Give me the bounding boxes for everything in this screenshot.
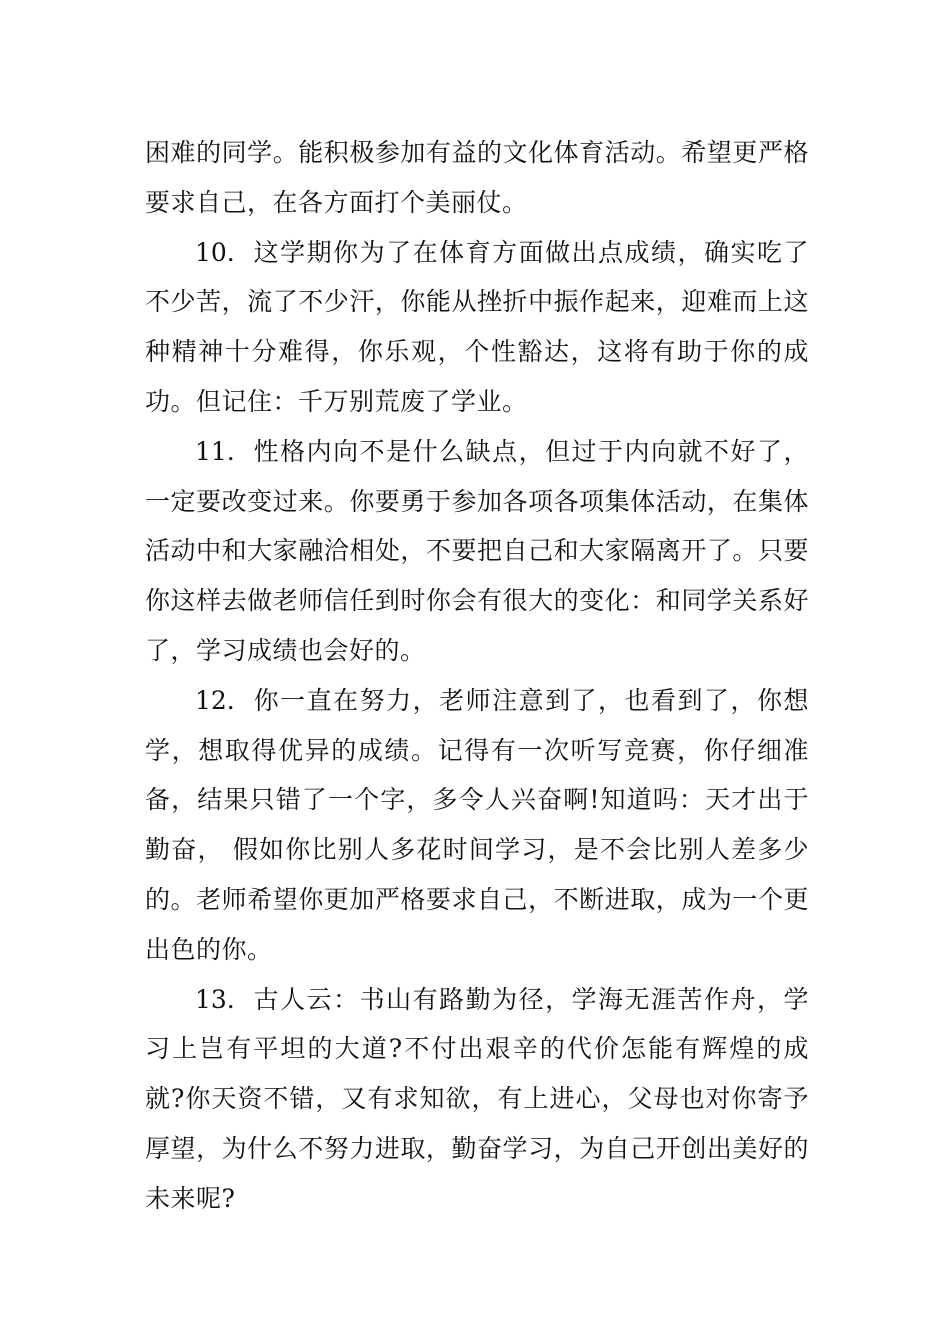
paragraph-text: 困难的同学。能积极参加有益的文化体育活动。希望更严格要求自己，在各方面打个美丽仗。 <box>145 138 809 217</box>
paragraph-10 <box>145 228 809 427</box>
document-body <box>145 128 809 1224</box>
paragraph-text: 性格内向不是什么缺点，但过于内向就不好了，一定要改变过来。你要勇于参加各项各项集体活动，在集体活动中和大家融洽相处，不要把自己和大家隔离开了。只要你这样去做老师信任到时你会有很大的变化：和同学关系好了，学习成绩也会好的。 <box>145 436 809 665</box>
paragraph-13 <box>145 975 809 1224</box>
paragraph-number: 11. <box>195 436 235 466</box>
paragraph-number: 13. <box>195 984 235 1014</box>
paragraph-text: 你一直在努力，老师注意到了，也看到了，你想学，想取得优异的成绩。记得有一次听写竞赛，你仔细准备，结果只错了一个字，多令人兴奋啊!知道吗：天才出于勤奋， 假如你比别人多花时间学习，是不会比别人差多少的。老师希望你更加严格要求自己，不断进取，成为一个更出色的你。 <box>145 685 809 964</box>
paragraph-number: 10. <box>195 237 235 267</box>
paragraph-12 <box>145 676 809 975</box>
paragraph-text: 古人云：书山有路勤为径，学海无涯苦作舟，学习上岂有平坦的大道?不付出艰辛的代价怎能有辉煌的成就?你天资不错，又有求知欲，有上进心，父母也对你寄予厚望，为什么不努力进取，勤奋学习，为自己开创出美好的未来呢? <box>145 984 809 1213</box>
paragraph-text: 这学期你为了在体育方面做出点成绩，确实吃了不少苦，流了不少汗，你能从挫折中振作起来，迎难而上这种精神十分难得，你乐观，个性豁达，这将有助于你的成功。但记住：千万别荒废了学业。 <box>145 237 809 416</box>
paragraph-11 <box>145 427 809 676</box>
paragraph-number: 12. <box>195 685 235 715</box>
paragraph-continuation <box>145 128 809 228</box>
